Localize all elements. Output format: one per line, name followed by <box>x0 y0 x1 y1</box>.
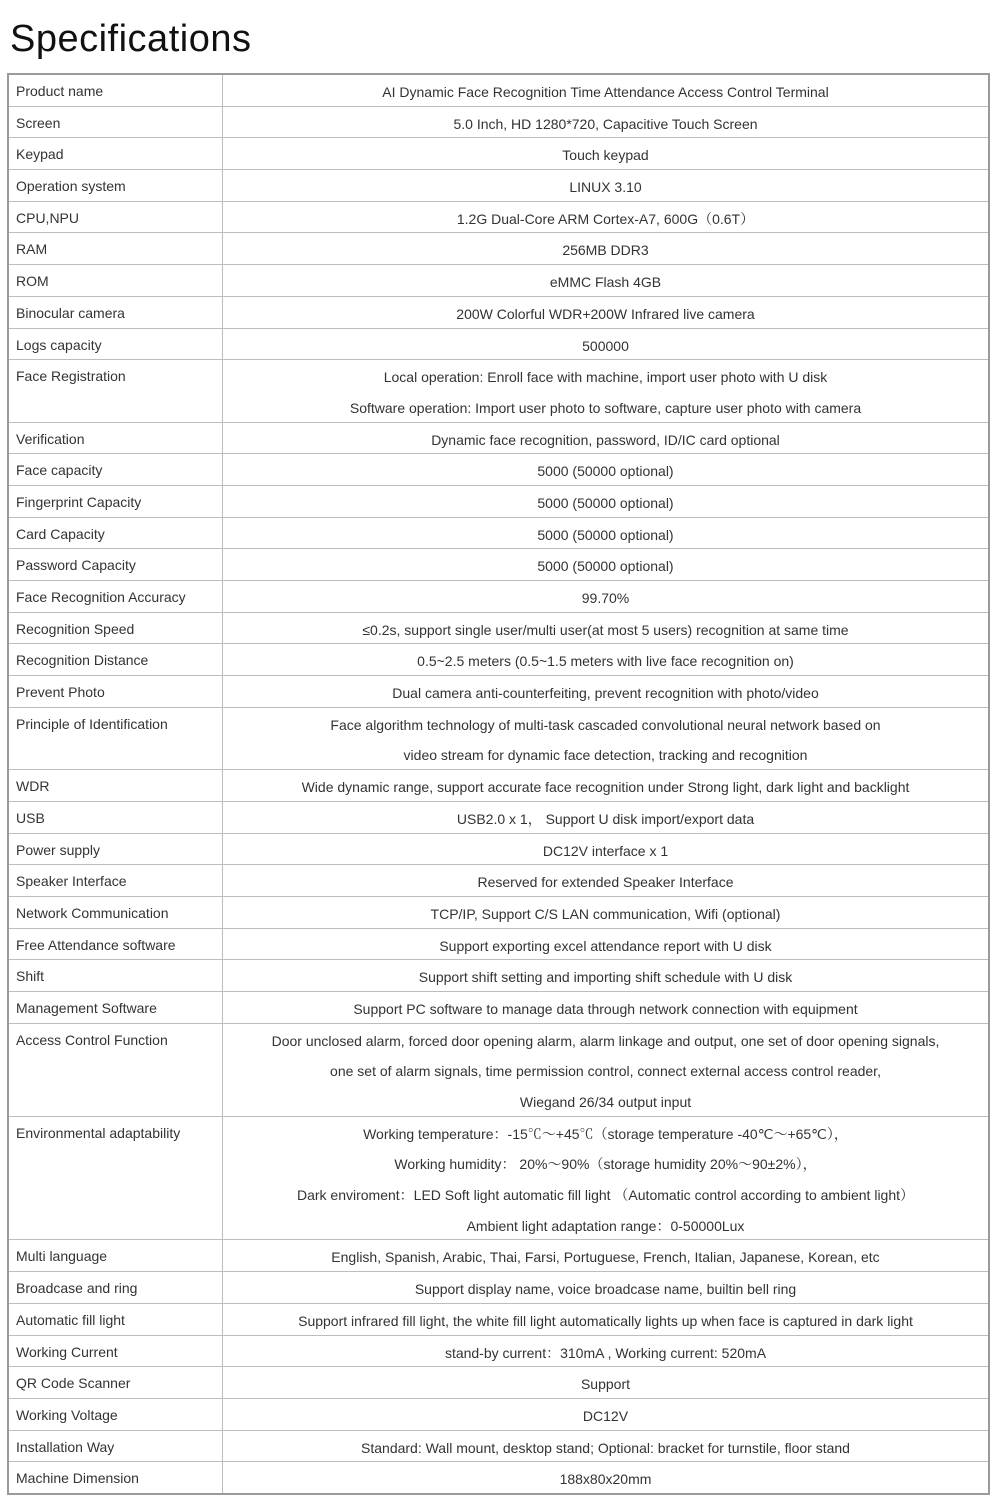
table-row <box>8 1335 989 1367</box>
spec-label-cell <box>8 676 223 708</box>
spec-label-cell <box>8 707 223 769</box>
spec-label: Face Recognition Accuracy <box>16 589 186 605</box>
spec-label: Environmental adaptability <box>16 1124 181 1141</box>
table-row <box>8 865 989 897</box>
spec-label-cell <box>8 896 223 928</box>
spec-value-line: 256MB DDR3 <box>562 242 649 259</box>
spec-label: Fingerprint Capacity <box>16 493 142 510</box>
spec-label: Power supply <box>16 841 101 858</box>
spec-value-cell <box>223 644 990 676</box>
spec-value-cell <box>223 485 990 517</box>
table-row <box>8 106 989 138</box>
spec-value-line: LINUX 3.10 <box>569 179 642 196</box>
spec-label: Working Voltage <box>16 1406 118 1423</box>
spec-label-cell <box>8 549 223 581</box>
spec-label: Operation system <box>16 178 126 195</box>
spec-value-cell <box>223 296 990 328</box>
spec-label-cell <box>8 1335 223 1367</box>
spec-label-cell <box>8 865 223 897</box>
table-row <box>8 833 989 865</box>
spec-value-line: Reserved for extended Speaker Interface <box>477 874 734 891</box>
spec-value-line: Face algorithm technology of multi-task cascaded convolutional neural network based on <box>330 716 881 733</box>
spec-value-line: Support exporting excel attendance report with U disk <box>439 937 772 954</box>
table-row <box>8 1462 989 1494</box>
spec-label: RAM <box>16 241 48 258</box>
spec-value-line: 5.0 Inch, HD 1280*720, Capacitive Touch Screen <box>453 115 758 132</box>
spec-label-cell <box>8 1303 223 1335</box>
spec-value-cell <box>223 170 990 202</box>
spec-value-cell <box>223 360 990 422</box>
spec-value-line: Ambient light adaptation range：0-50000Lux <box>466 1217 745 1234</box>
spec-label: Face capacity <box>16 462 103 479</box>
spec-label-cell <box>8 1430 223 1462</box>
spec-value-line: 200W Colorful WDR+200W Infrared live camera <box>456 305 755 322</box>
spec-value-line: Local operation: Enroll face with machine, import user photo with U disk <box>383 369 828 386</box>
spec-value-line: Touch keypad <box>562 147 649 164</box>
spec-label-cell <box>8 233 223 265</box>
table-row <box>8 265 989 297</box>
spec-value-line: Support <box>580 1376 631 1393</box>
spec-label: Principle of Identification <box>16 715 168 732</box>
spec-label-cell <box>8 1272 223 1304</box>
spec-value-cell <box>223 612 990 644</box>
spec-value-line: USB2.0 x 1， Support U disk import/export data <box>456 810 755 827</box>
spec-value-line: Dynamic face recognition, password, ID/IC card optional <box>431 431 780 448</box>
spec-label-cell <box>8 1462 223 1494</box>
spec-label: Recognition Distance <box>16 652 149 669</box>
spec-value-line: 5000 (50000 optional) <box>537 494 674 511</box>
spec-value-line: English, Spanish, Arabic, Thai, Farsi, Portuguese, French, Italian, Japanese, Korean, etc <box>331 1249 880 1266</box>
spec-value-line: Wide dynamic range, support accurate face recognition under Strong light, dark light and backlight <box>301 779 910 796</box>
table-row <box>8 612 989 644</box>
spec-value-cell <box>223 74 990 106</box>
table-row <box>8 1430 989 1462</box>
spec-value-line: Dual camera anti-counterfeiting, prevent recognition with photo/video <box>392 685 819 702</box>
spec-value-line: one set of alarm signals, time permission control, connect external access control reader, <box>330 1063 881 1080</box>
spec-value-cell <box>223 581 990 613</box>
spec-label: Product name <box>16 83 104 99</box>
spec-label-cell <box>8 1023 223 1116</box>
table-row <box>8 454 989 486</box>
spec-label-cell <box>8 422 223 454</box>
spec-value-line: ≤0.2s, support single user/multi user(at most 5 users) recognition at same time <box>362 621 849 638</box>
spec-value-cell <box>223 1430 990 1462</box>
spec-label-cell <box>8 581 223 613</box>
specifications-table-body <box>8 74 989 1494</box>
spec-label-cell <box>8 360 223 422</box>
spec-label-cell <box>8 517 223 549</box>
spec-label: Network Communication <box>16 904 169 921</box>
spec-value-line: Wiegand 26/34 output input <box>519 1094 692 1110</box>
table-row <box>8 549 989 581</box>
spec-value-line: Software operation: Import user photo to software, capture user photo with camera <box>349 399 862 416</box>
table-row <box>8 1367 989 1399</box>
specifications-table <box>7 73 990 1495</box>
spec-value-line: Working temperature：-15℃～+45℃（storage temperature -40℃～+65℃）， <box>363 1125 848 1142</box>
table-row <box>8 581 989 613</box>
table-row <box>8 296 989 328</box>
spec-value-cell <box>223 928 990 960</box>
spec-label: Multi language <box>16 1248 108 1265</box>
spec-label-cell <box>8 801 223 833</box>
spec-label-cell <box>8 454 223 486</box>
spec-label-cell <box>8 960 223 992</box>
spec-label: Recognition Speed <box>16 620 135 637</box>
table-row <box>8 328 989 360</box>
spec-label-cell <box>8 991 223 1023</box>
spec-value-line: 500000 <box>582 337 629 354</box>
spec-label: Working Current <box>16 1343 118 1360</box>
spec-label: CPU,NPU <box>16 209 80 226</box>
spec-value-cell <box>223 896 990 928</box>
spec-value-line: Support PC software to manage data through network connection with equipment <box>353 1000 858 1017</box>
spec-label-cell <box>8 170 223 202</box>
table-row <box>8 170 989 202</box>
spec-label: QR Code Scanner <box>16 1375 131 1392</box>
spec-value-cell <box>223 865 990 897</box>
spec-label: Free Attendance software <box>16 936 176 953</box>
spec-label: Screen <box>16 114 61 131</box>
spec-label: Shift <box>16 968 45 985</box>
spec-label: Prevent Photo <box>16 684 105 701</box>
spec-value-line: DC12V <box>582 1407 629 1424</box>
spec-value-cell <box>223 833 990 865</box>
spec-label: Verification <box>16 430 85 447</box>
spec-label: Machine Dimension <box>16 1470 139 1487</box>
table-row <box>8 422 989 454</box>
spec-label-cell <box>8 612 223 644</box>
spec-label: USB <box>16 809 45 826</box>
spec-value-line: eMMC Flash 4GB <box>549 274 662 291</box>
table-row <box>8 138 989 170</box>
spec-value-line: Dark enviroment：LED Soft light automatic fill light （Automatic control according to ambient light） <box>296 1187 915 1204</box>
spec-value-cell <box>223 991 990 1023</box>
table-row <box>8 1398 989 1430</box>
spec-value-line: 0.5~2.5 meters (0.5~1.5 meters with live face recognition on) <box>417 653 794 670</box>
spec-value-cell <box>223 1240 990 1272</box>
spec-value-cell <box>223 1335 990 1367</box>
spec-value-cell <box>223 454 990 486</box>
spec-label-cell <box>8 1116 223 1240</box>
spec-value-line: 188x80x20mm <box>559 1471 652 1488</box>
table-row <box>8 801 989 833</box>
spec-value-cell <box>223 1462 990 1494</box>
spec-value-cell <box>223 960 990 992</box>
spec-value-cell <box>223 1116 990 1240</box>
spec-value-cell <box>223 1398 990 1430</box>
spec-label-cell <box>8 138 223 170</box>
spec-value-cell <box>223 517 990 549</box>
table-row <box>8 991 989 1023</box>
table-row <box>8 707 989 769</box>
spec-label-cell <box>8 265 223 297</box>
spec-label: Automatic fill light <box>16 1311 125 1328</box>
table-row <box>8 1272 989 1304</box>
spec-value-line: DC12V interface x 1 <box>542 842 669 859</box>
table-row <box>8 928 989 960</box>
spec-value-cell <box>223 422 990 454</box>
spec-value-line: 5000 (50000 optional) <box>537 558 674 575</box>
spec-label-cell <box>8 296 223 328</box>
table-row <box>8 1116 989 1240</box>
table-row <box>8 960 989 992</box>
spec-label: Password Capacity <box>16 557 136 574</box>
spec-value-cell <box>223 676 990 708</box>
spec-value-line: 5000 (50000 optional) <box>537 463 674 480</box>
spec-value-cell <box>223 233 990 265</box>
spec-label: Binocular camera <box>16 304 125 321</box>
spec-label: Card Capacity <box>16 525 105 542</box>
spec-label: Face Registration <box>16 368 126 385</box>
spec-label-cell <box>8 644 223 676</box>
spec-value-line: Standard: Wall mount, desktop stand; Optional: bracket for turnstile, floor stand <box>361 1439 850 1456</box>
table-row <box>8 896 989 928</box>
spec-value-cell <box>223 707 990 769</box>
spec-value-cell <box>223 328 990 360</box>
spec-value-cell <box>223 801 990 833</box>
page-title: Specifications <box>10 18 252 60</box>
spec-value-line: Working humidity： 20%～90%（storage humidity 20%～90±2%）， <box>394 1156 817 1173</box>
spec-value-line: AI Dynamic Face Recognition Time Attendance Access Control Terminal <box>382 84 829 100</box>
spec-value-line: Support infrared fill light, the white fill light automatically lights up when face is captured in dark light <box>298 1312 913 1329</box>
table-row <box>8 74 989 106</box>
spec-value-line: video stream for dynamic face detection, tracking and recognition <box>403 747 808 764</box>
spec-value-line: 1.2G Dual-Core ARM Cortex-A7, 600G（0.6T） <box>456 210 755 227</box>
spec-value-cell <box>223 1272 990 1304</box>
spec-label: Installation Way <box>16 1438 115 1455</box>
spec-value-line: 99.70% <box>581 590 630 606</box>
spec-value-line: 5000 (50000 optional) <box>537 526 674 543</box>
spec-label: ROM <box>16 273 49 290</box>
table-row <box>8 517 989 549</box>
table-row <box>8 1303 989 1335</box>
table-row <box>8 360 989 422</box>
spec-value-cell <box>223 201 990 233</box>
spec-label-cell <box>8 928 223 960</box>
table-row <box>8 201 989 233</box>
table-row <box>8 1240 989 1272</box>
spec-label-cell <box>8 201 223 233</box>
spec-value-cell <box>223 1303 990 1335</box>
spec-label-cell <box>8 106 223 138</box>
table-row <box>8 233 989 265</box>
spec-label-cell <box>8 74 223 106</box>
spec-label: WDR <box>16 778 50 795</box>
spec-label-cell <box>8 1398 223 1430</box>
table-row <box>8 770 989 802</box>
spec-value-cell <box>223 1023 990 1116</box>
spec-value-cell <box>223 1367 990 1399</box>
spec-value-cell <box>223 138 990 170</box>
table-row <box>8 676 989 708</box>
spec-label-cell <box>8 833 223 865</box>
spec-label: Access Control Function <box>16 1031 168 1048</box>
spec-value-cell <box>223 549 990 581</box>
spec-label: Keypad <box>16 146 64 163</box>
table-row <box>8 1023 989 1116</box>
spec-value-line: TCP/IP, Support C/S LAN communication, Wifi (optional) <box>430 905 781 922</box>
spec-value-cell <box>223 106 990 138</box>
table-row <box>8 644 989 676</box>
spec-label: Management Software <box>16 999 157 1016</box>
spec-value-line: stand-by current：310mA , Working current: 520mA <box>444 1344 767 1361</box>
spec-label-cell <box>8 1240 223 1272</box>
spec-value-line: Support shift setting and importing shift schedule with U disk <box>418 969 793 986</box>
spec-label-cell <box>8 328 223 360</box>
table-row <box>8 485 989 517</box>
spec-value-cell <box>223 770 990 802</box>
spec-label-cell <box>8 1367 223 1399</box>
spec-label-cell <box>8 485 223 517</box>
spec-label: Speaker Interface <box>16 873 127 890</box>
spec-label: Broadcase and ring <box>16 1280 138 1297</box>
spec-value-cell <box>223 265 990 297</box>
spec-value-line: Door unclosed alarm, forced door opening alarm, alarm linkage and output, one set of door opening signals, <box>271 1032 940 1049</box>
spec-value-line: Support display name, voice broadcase name, builtin bell ring <box>414 1281 797 1298</box>
spec-label-cell <box>8 770 223 802</box>
spec-label: Logs capacity <box>16 336 102 353</box>
